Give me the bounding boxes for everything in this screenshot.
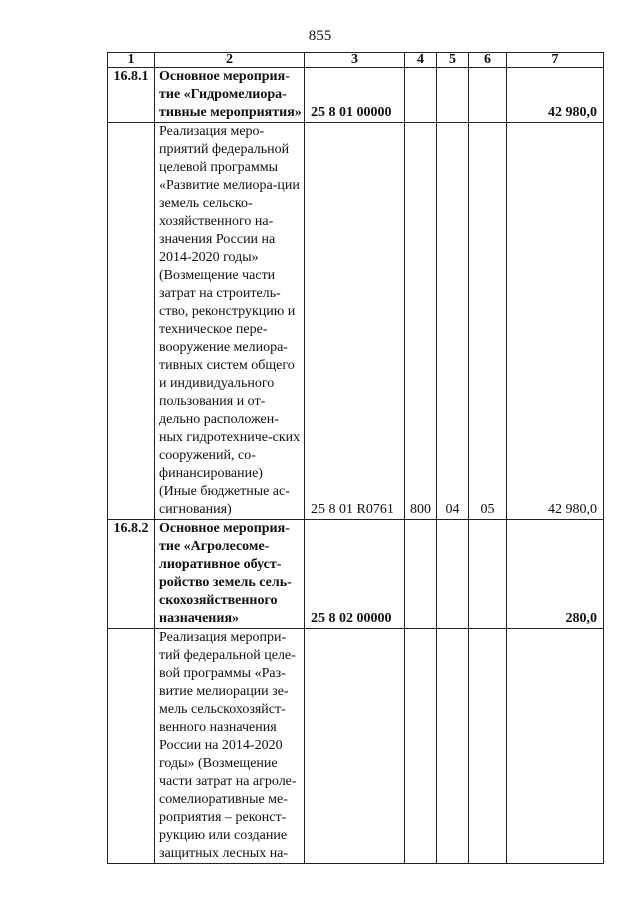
header-row [108, 53, 604, 68]
table-row [108, 68, 604, 123]
row-description: Основное мероприя-тие «Гидромелиора-тивные мероприятия» [155, 68, 305, 123]
row-description: Реализация меро-приятий федеральной целевой программы «Развитие мелиора-ции земель сельско-хозяйственного на-значения России на 2014-2020 годы» (Возмещение части затрат на строитель-ство, реконструкцию и техническое пере-вооружение мелиора-тивных систем общего и индивидуального пользования и от-дельно расположен-ных гидротехниче-ских сооружений, со-финансирование) (Иные бюджетные ас-сигнования) [155, 123, 305, 520]
row-amount: 42 980,0 [507, 68, 604, 123]
row-amount: 280,0 [507, 520, 604, 629]
row-col5 [437, 520, 469, 629]
row-description: Основное мероприя-тие «Агролесоме-лиоративное обуст-ройство земель сель-скохозяйственного назначения» [155, 520, 305, 629]
page-number: 855 [308, 28, 332, 44]
row-col5: 04 [437, 123, 469, 520]
row-col6 [469, 68, 507, 123]
header-cell: 5 [437, 53, 469, 68]
row-col5 [437, 68, 469, 123]
header-cell: 3 [305, 53, 405, 68]
row-col4 [405, 629, 437, 864]
table-row [108, 520, 604, 629]
header-cell: 6 [469, 53, 507, 68]
header-cell: 2 [155, 53, 305, 68]
row-code: 25 8 01 R0761 [305, 123, 405, 520]
row-col4 [405, 520, 437, 629]
row-number [108, 629, 155, 864]
header-cell: 7 [507, 53, 604, 68]
row-col6 [469, 520, 507, 629]
row-number [108, 123, 155, 520]
row-col4 [405, 68, 437, 123]
table-row [108, 629, 604, 864]
row-col6: 05 [469, 123, 507, 520]
budget-table [107, 52, 604, 864]
row-col5 [437, 629, 469, 864]
row-col4: 800 [405, 123, 437, 520]
row-amount [507, 629, 604, 864]
row-col6 [469, 629, 507, 864]
row-code: 25 8 01 00000 [305, 68, 405, 123]
header-cell: 1 [108, 53, 155, 68]
row-description: Реализация меропри-тий федеральной целе-вой программы «Раз-витие мелиорации зе-мель сельскохозяйст-венного назначения России на 2014-2020 годы» (Возмещение части затрат на агроле-сомелиоративные ме-роприятия – реконст-рукцию или создание защитных лесных на- [155, 629, 305, 864]
row-number: 16.8.2 [108, 520, 155, 629]
row-code: 25 8 02 00000 [305, 520, 405, 629]
table-row [108, 123, 604, 520]
row-amount: 42 980,0 [507, 123, 604, 520]
row-number: 16.8.1 [108, 68, 155, 123]
row-code [305, 629, 405, 864]
header-cell: 4 [405, 53, 437, 68]
